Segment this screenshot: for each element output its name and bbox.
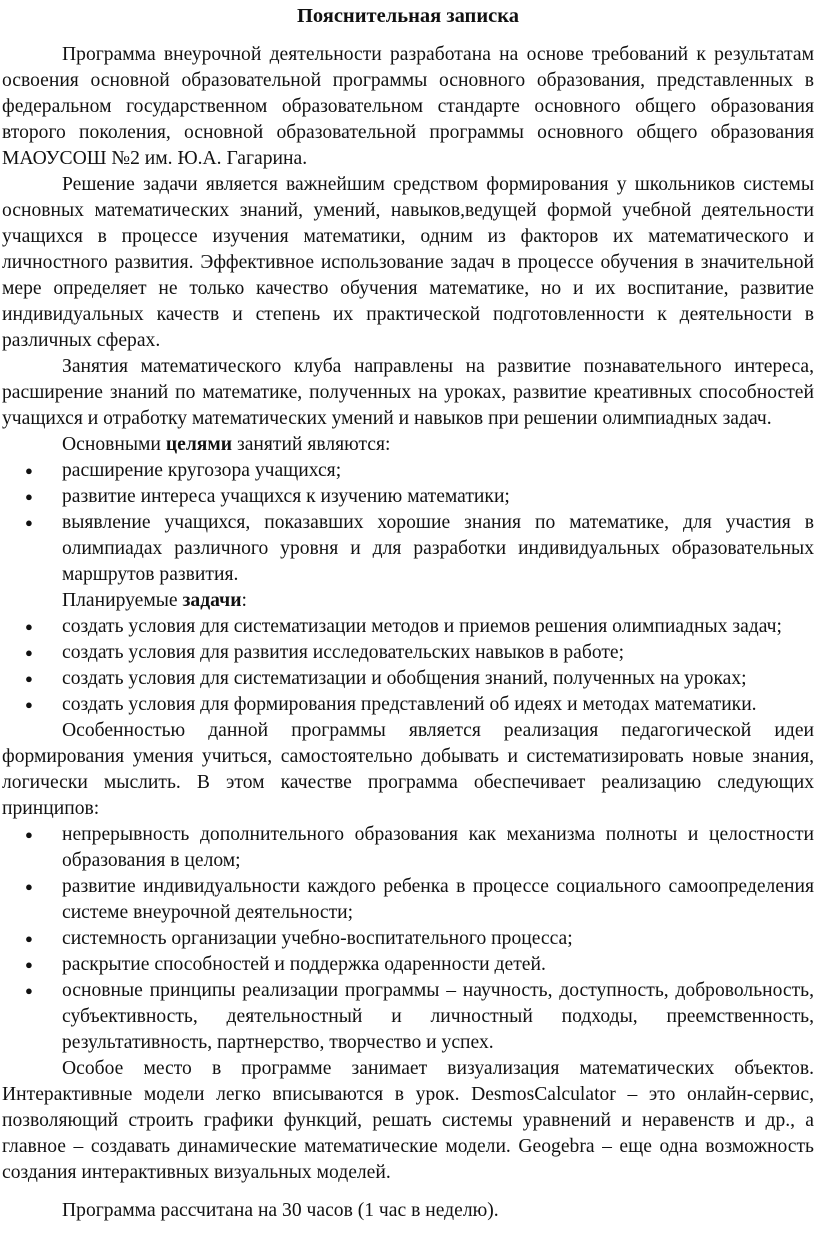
bullet-icon: ● <box>25 879 33 894</box>
goals-list <box>2 458 814 588</box>
list-item <box>2 874 814 926</box>
list-item <box>2 692 814 718</box>
bullet-icon: ● <box>25 983 33 998</box>
goal-text: выявление учащихся, показавших хорошие знания по математике, для участия в олимпиадах различного уровня и для разработки индивидуальных образовательных маршрутов развития. <box>62 512 814 585</box>
list-item <box>2 510 814 588</box>
principle-text: развитие индивидуальности каждого ребенка в процессе социального самоопределения системе внеурочной деятельности; <box>62 876 814 923</box>
goals-suffix: занятий являются: <box>236 434 391 455</box>
tasks-list <box>2 614 814 718</box>
tasks-suffix: : <box>241 590 247 611</box>
list-item <box>2 822 814 874</box>
principle-text: основные принципы реализации программы – научность, доступность, добровольность, субъективность, деятельностный и личностный подходы, преемственность, результативность, партнерство, творчество и успех. <box>62 980 814 1053</box>
goals-prefix: Основными <box>62 434 161 455</box>
bullet-icon: ● <box>25 957 33 972</box>
bullet-icon: ● <box>25 489 33 504</box>
tasks-prefix: Планируемые <box>62 590 178 611</box>
bullet-icon: ● <box>25 697 33 712</box>
list-item <box>2 952 814 978</box>
task-text: создать условия для развития исследовательских навыков в работе; <box>62 642 625 663</box>
goal-text: развитие интереса учащихся к изучению математики; <box>62 486 510 507</box>
bullet-icon: ● <box>25 645 33 660</box>
list-item <box>2 614 814 640</box>
principles-list <box>2 822 814 1056</box>
bullet-icon: ● <box>25 827 33 842</box>
bullet-icon: ● <box>25 931 33 946</box>
paragraph-spacer <box>2 1186 814 1198</box>
visualization-paragraph: Особое место в программе занимает визуализация математических объектов. Интерактивные модели легко вписываются в урок. DesmosCalculator – это онлайн-сервис, позволяющий строить графики функций, решать системы уравнений и неравенств и др., а главное – создавать динамические математические модели. Geogebra – еще одна возможность создания интерактивных визуальных моделей. <box>2 1058 814 1183</box>
principle-text: системность организации учебно-воспитательного процесса; <box>62 928 573 949</box>
task-text: создать условия для формирования представлений об идеях и методах математики. <box>62 694 757 715</box>
task-text: создать условия для систематизации и обобщения знаний, полученных на уроках; <box>62 668 747 689</box>
list-item <box>2 666 814 692</box>
bullet-icon: ● <box>25 463 33 478</box>
list-item <box>2 458 814 484</box>
document-title: Пояснительная записка <box>296 5 520 27</box>
features-paragraph: Особенностью данной программы является реализация педагогической идеи формирования умения учиться, самостоятельно добывать и систематизировать новые знания, логически мыслить. В этом качестве программа обеспечивает реализацию следующих принципов: <box>2 720 814 819</box>
principle-text: раскрытие способностей и поддержка одаренности детей. <box>62 954 546 975</box>
list-item <box>2 978 814 1056</box>
principle-text: непрерывность дополнительного образования как механизма полноты и целостности образования в целом; <box>62 824 814 871</box>
list-item <box>2 926 814 952</box>
bullet-icon: ● <box>25 515 33 530</box>
intro-paragraph-3: Занятия математического клуба направлены на развитие познавательного интереса, расширение знаний по математике, полученных на уроках, развитие креативных способностей учащихся и отработку математических умений и навыков при решении олимпиадных задач. <box>2 356 814 429</box>
bullet-icon: ● <box>25 671 33 686</box>
list-item <box>2 484 814 510</box>
tasks-heading <box>62 588 814 614</box>
task-text: создать условия для систематизации методов и приемов решения олимпиадных задач; <box>62 616 782 637</box>
intro-paragraph-2: Решение задачи является важнейшим средством формирования у школьников системы основных математических знаний, умений, навыков,ведущей формой учебной деятельности учащихся в процессе изучения математики, одним из факторов их математического и личностного развития. Эффективное использование задач в процессе обучения в значительной мере определяет не только качество обучения математике, но и их воспитание, развитие индивидуальных качеств и степень их практической подготовленности к деятельности в различных сферах. <box>2 174 814 351</box>
goals-heading <box>62 432 814 458</box>
document-page <box>2 0 814 1224</box>
goals-keyword: целями <box>165 434 233 455</box>
tasks-keyword: задачи <box>182 590 242 611</box>
goal-text: расширение кругозора учащихся; <box>62 460 342 481</box>
hours-line: Программа рассчитана на 30 часов (1 час в неделю). <box>62 1200 499 1221</box>
bullet-icon: ● <box>25 619 33 634</box>
list-item <box>2 640 814 666</box>
intro-paragraph-1: Программа внеурочной деятельности разработана на основе требований к результатам освоения основной образовательной программы основного образования, представленных в федеральном государственном образовательном стандарте основного общего образования второго поколения, основной образовательной программы основного общего образования МАОУСОШ №2 им. Ю.А. Гагарина. <box>2 44 814 169</box>
